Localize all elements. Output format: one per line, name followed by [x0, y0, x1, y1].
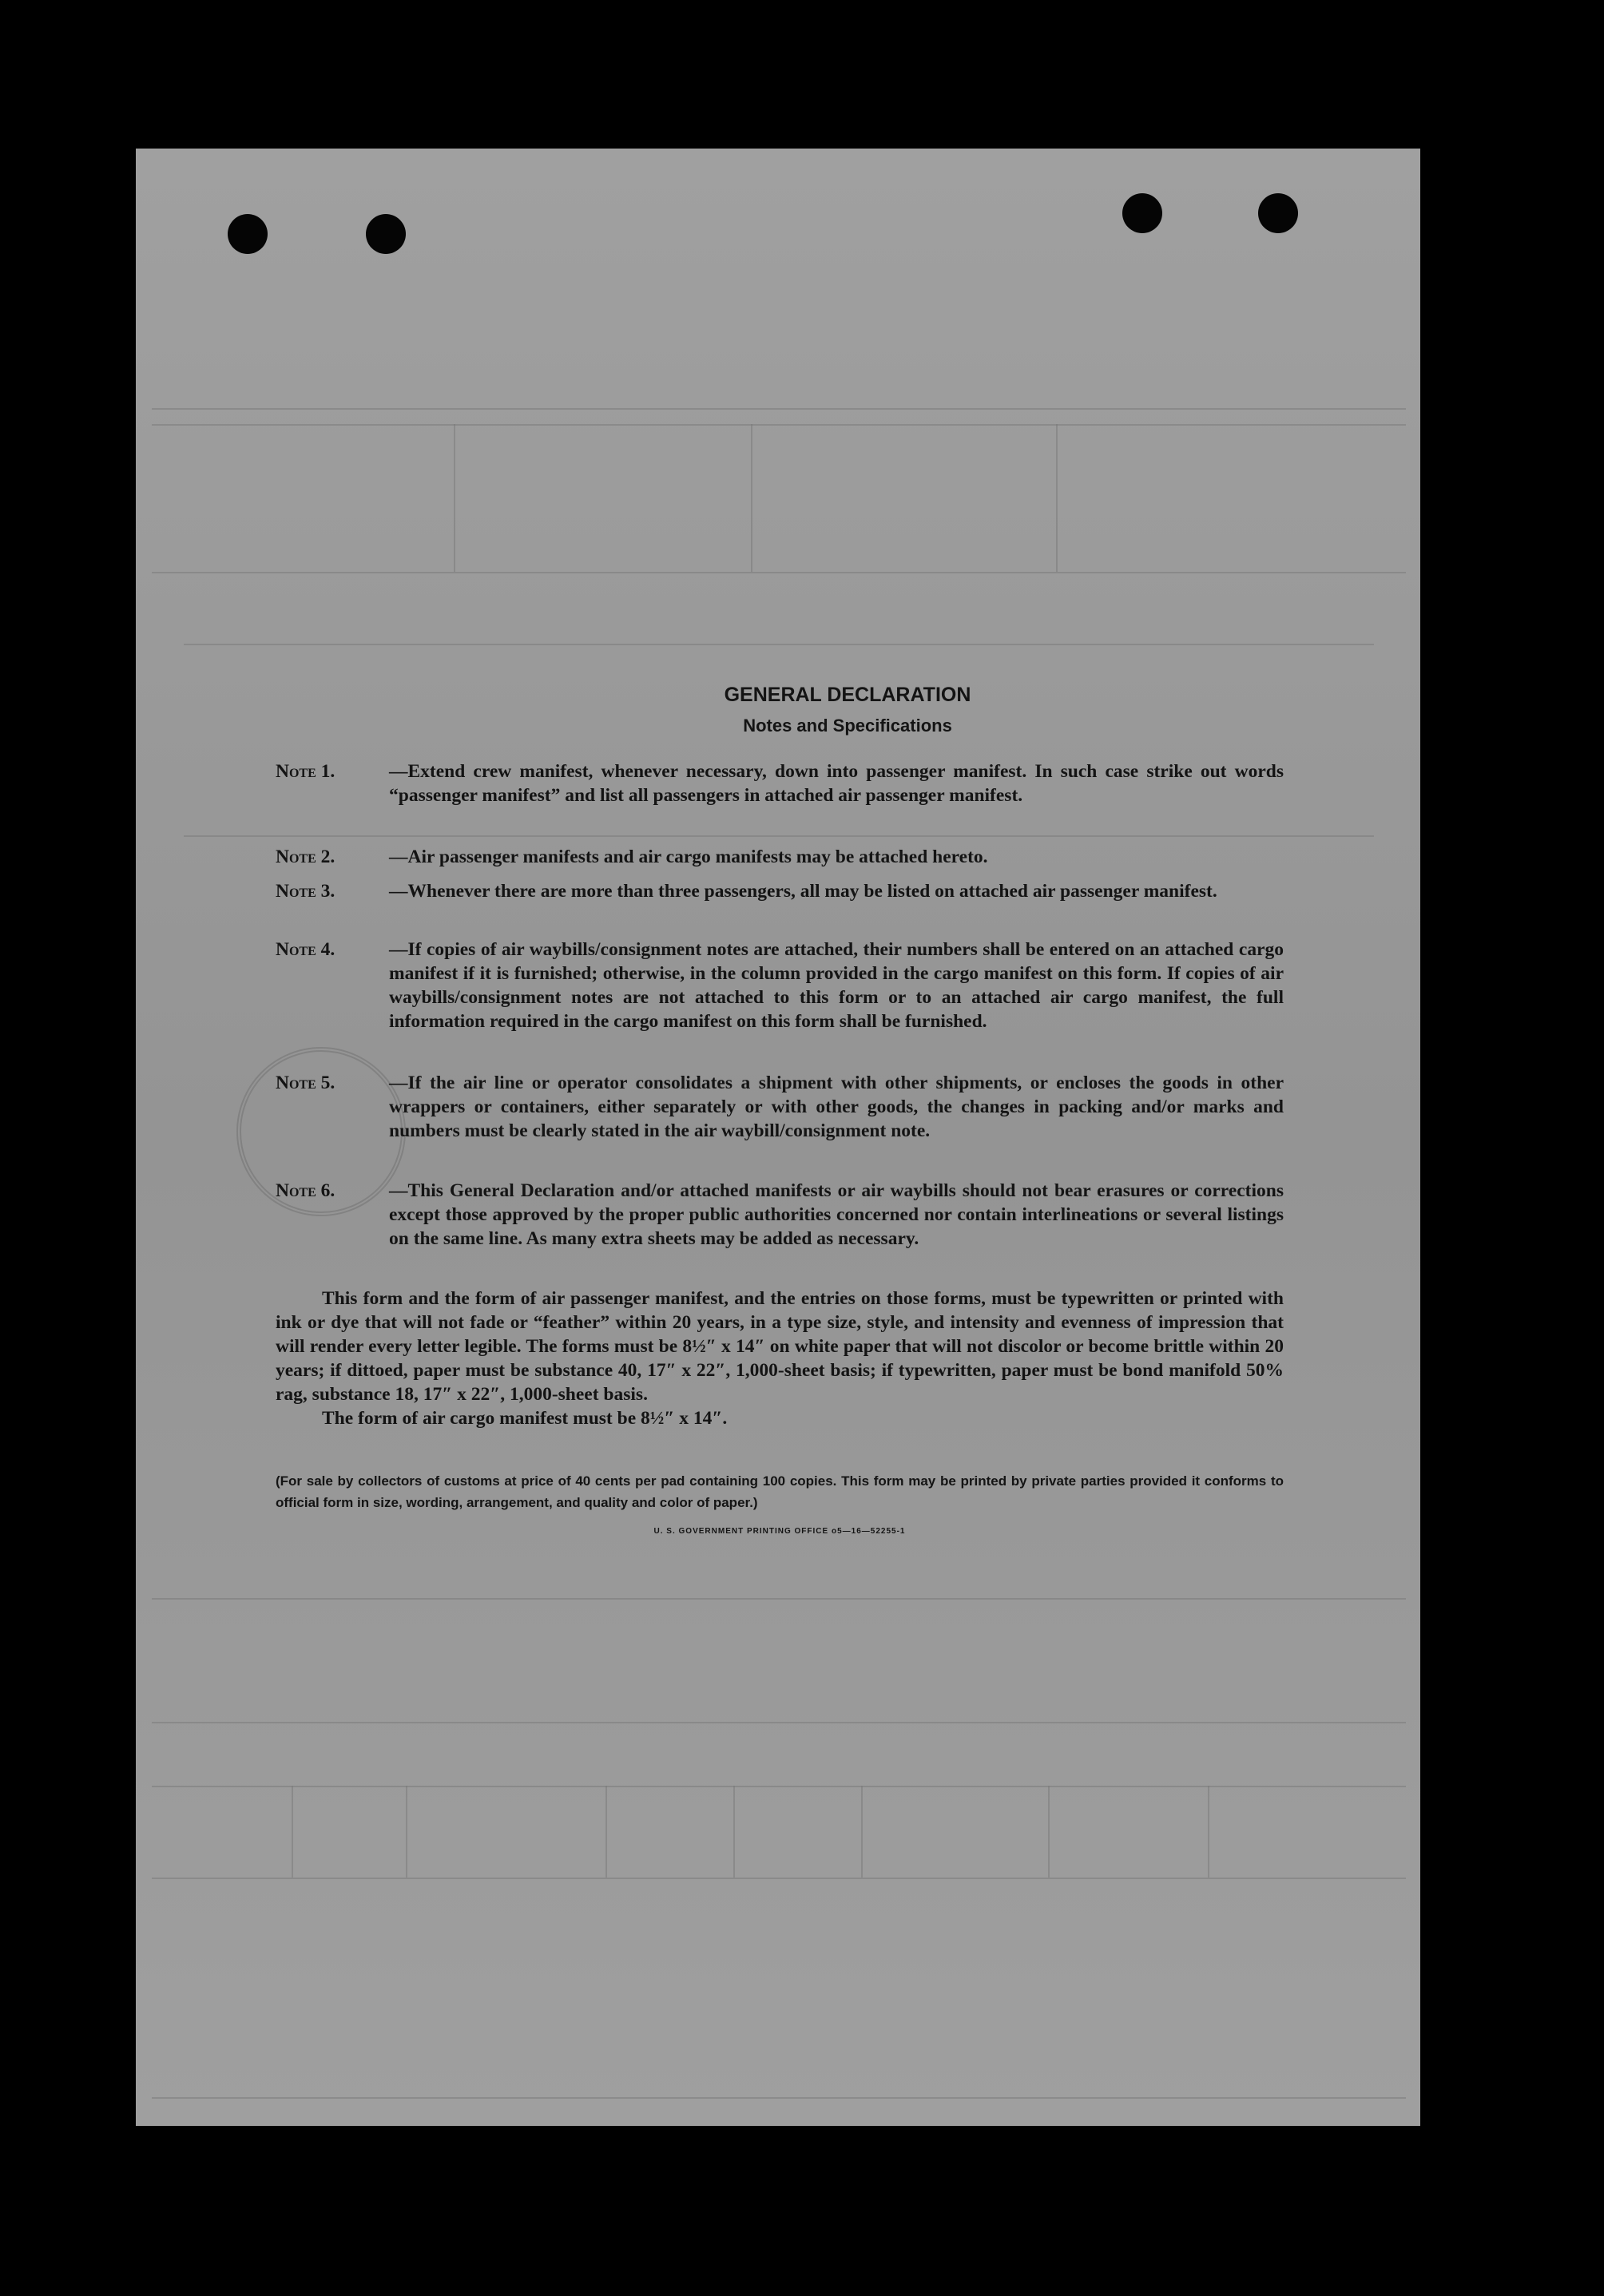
note-label: Note 5.	[276, 1073, 335, 1093]
note-text: —If copies of air waybills/consignment notes are attached, their numbers shall be entered on an attached cargo manifest if it is furnished; otherwise, in the column provided in the cargo manifest on this form. If copies of air waybills/consignment notes are not attached to this form or to an attached air cargo manifest, the full information required in the cargo manifest on this form shall be furnished.	[389, 939, 1284, 1032]
document-title: GENERAL DECLARATION	[724, 684, 971, 706]
punch-hole-right-inner	[1122, 193, 1162, 233]
note-text: —Extend crew manifest, whenever necessary, down into passenger manifest. In such case strike out words “passenger manifest” and list all passengers in attached air passenger manifest.	[389, 761, 1284, 806]
note-text: —Air passenger manifests and air cargo manifests may be attached hereto.	[389, 847, 988, 867]
spec-last-line: The form of air cargo manifest must be 8½″ x 14″.	[322, 1408, 728, 1429]
note-1	[276, 759, 1282, 835]
printer-line: U. S. GOVERNMENT PRINTING OFFICE o5—16—52255-1	[653, 1527, 906, 1536]
spec-paragraph: This form and the form of air passenger manifest, and the entries on those forms, must be typewritten or printed with ink or dye that will not fade or “feather” within 20 years, in a type size, style, and intensity and evenness of impression that will render every letter legible. The forms must be 8½″ x 14″ on white paper that will not discolor or become brittle within 20 years; if dittoed, paper must be substance 40, 17″ x 22″, 1,000-sheet basis; if typewritten, paper must be bond manifold 50% rag, substance 18, 17″ x 22″, 1,000-sheet basis.	[276, 1288, 1284, 1405]
note-text: —If the air line or operator consolidates a shipment with other shipments, or encloses the goods in other wrappers or containers, either separately or with other goods, the changes in packing and/or marks and numbers must be clearly stated in the air waybill/consignment note.	[389, 1073, 1284, 1141]
note-2	[276, 845, 1282, 870]
note-label: Note 4.	[276, 939, 335, 960]
document-subtitle: Notes and Specifications	[743, 716, 952, 736]
punch-hole-left	[228, 214, 268, 254]
paper-sheet	[136, 149, 1420, 2126]
note-label: Note 1.	[276, 761, 335, 782]
punch-hole-right	[1258, 193, 1298, 233]
punch-hole-left-inner	[366, 214, 406, 254]
form-specifications	[276, 1287, 1284, 1430]
note-5	[276, 1071, 1282, 1171]
note-4	[276, 938, 1282, 1061]
note-text: —This General Declaration and/or attached manifests or air waybills should not bear erasures or corrections except those approved by the proper public authorities concerned nor contain interlineations or several listings on the same line. As many extra sheets may be added as necessary.	[389, 1180, 1284, 1249]
note-6	[276, 1179, 1282, 1279]
note-text: —Whenever there are more than three passengers, all may be listed on attached air passenger manifest.	[389, 881, 1217, 902]
note-label: Note 3.	[276, 881, 335, 902]
note-label: Note 2.	[276, 847, 335, 867]
sale-note: (For sale by collectors of customs at price of 40 cents per pad containing 100 copies. This form may be printed by private parties provided it conforms to official form in size, wording, arrangement, and quality and color of paper.)	[276, 1473, 1284, 1510]
note-3	[276, 879, 1282, 929]
note-label: Note 6.	[276, 1180, 335, 1201]
